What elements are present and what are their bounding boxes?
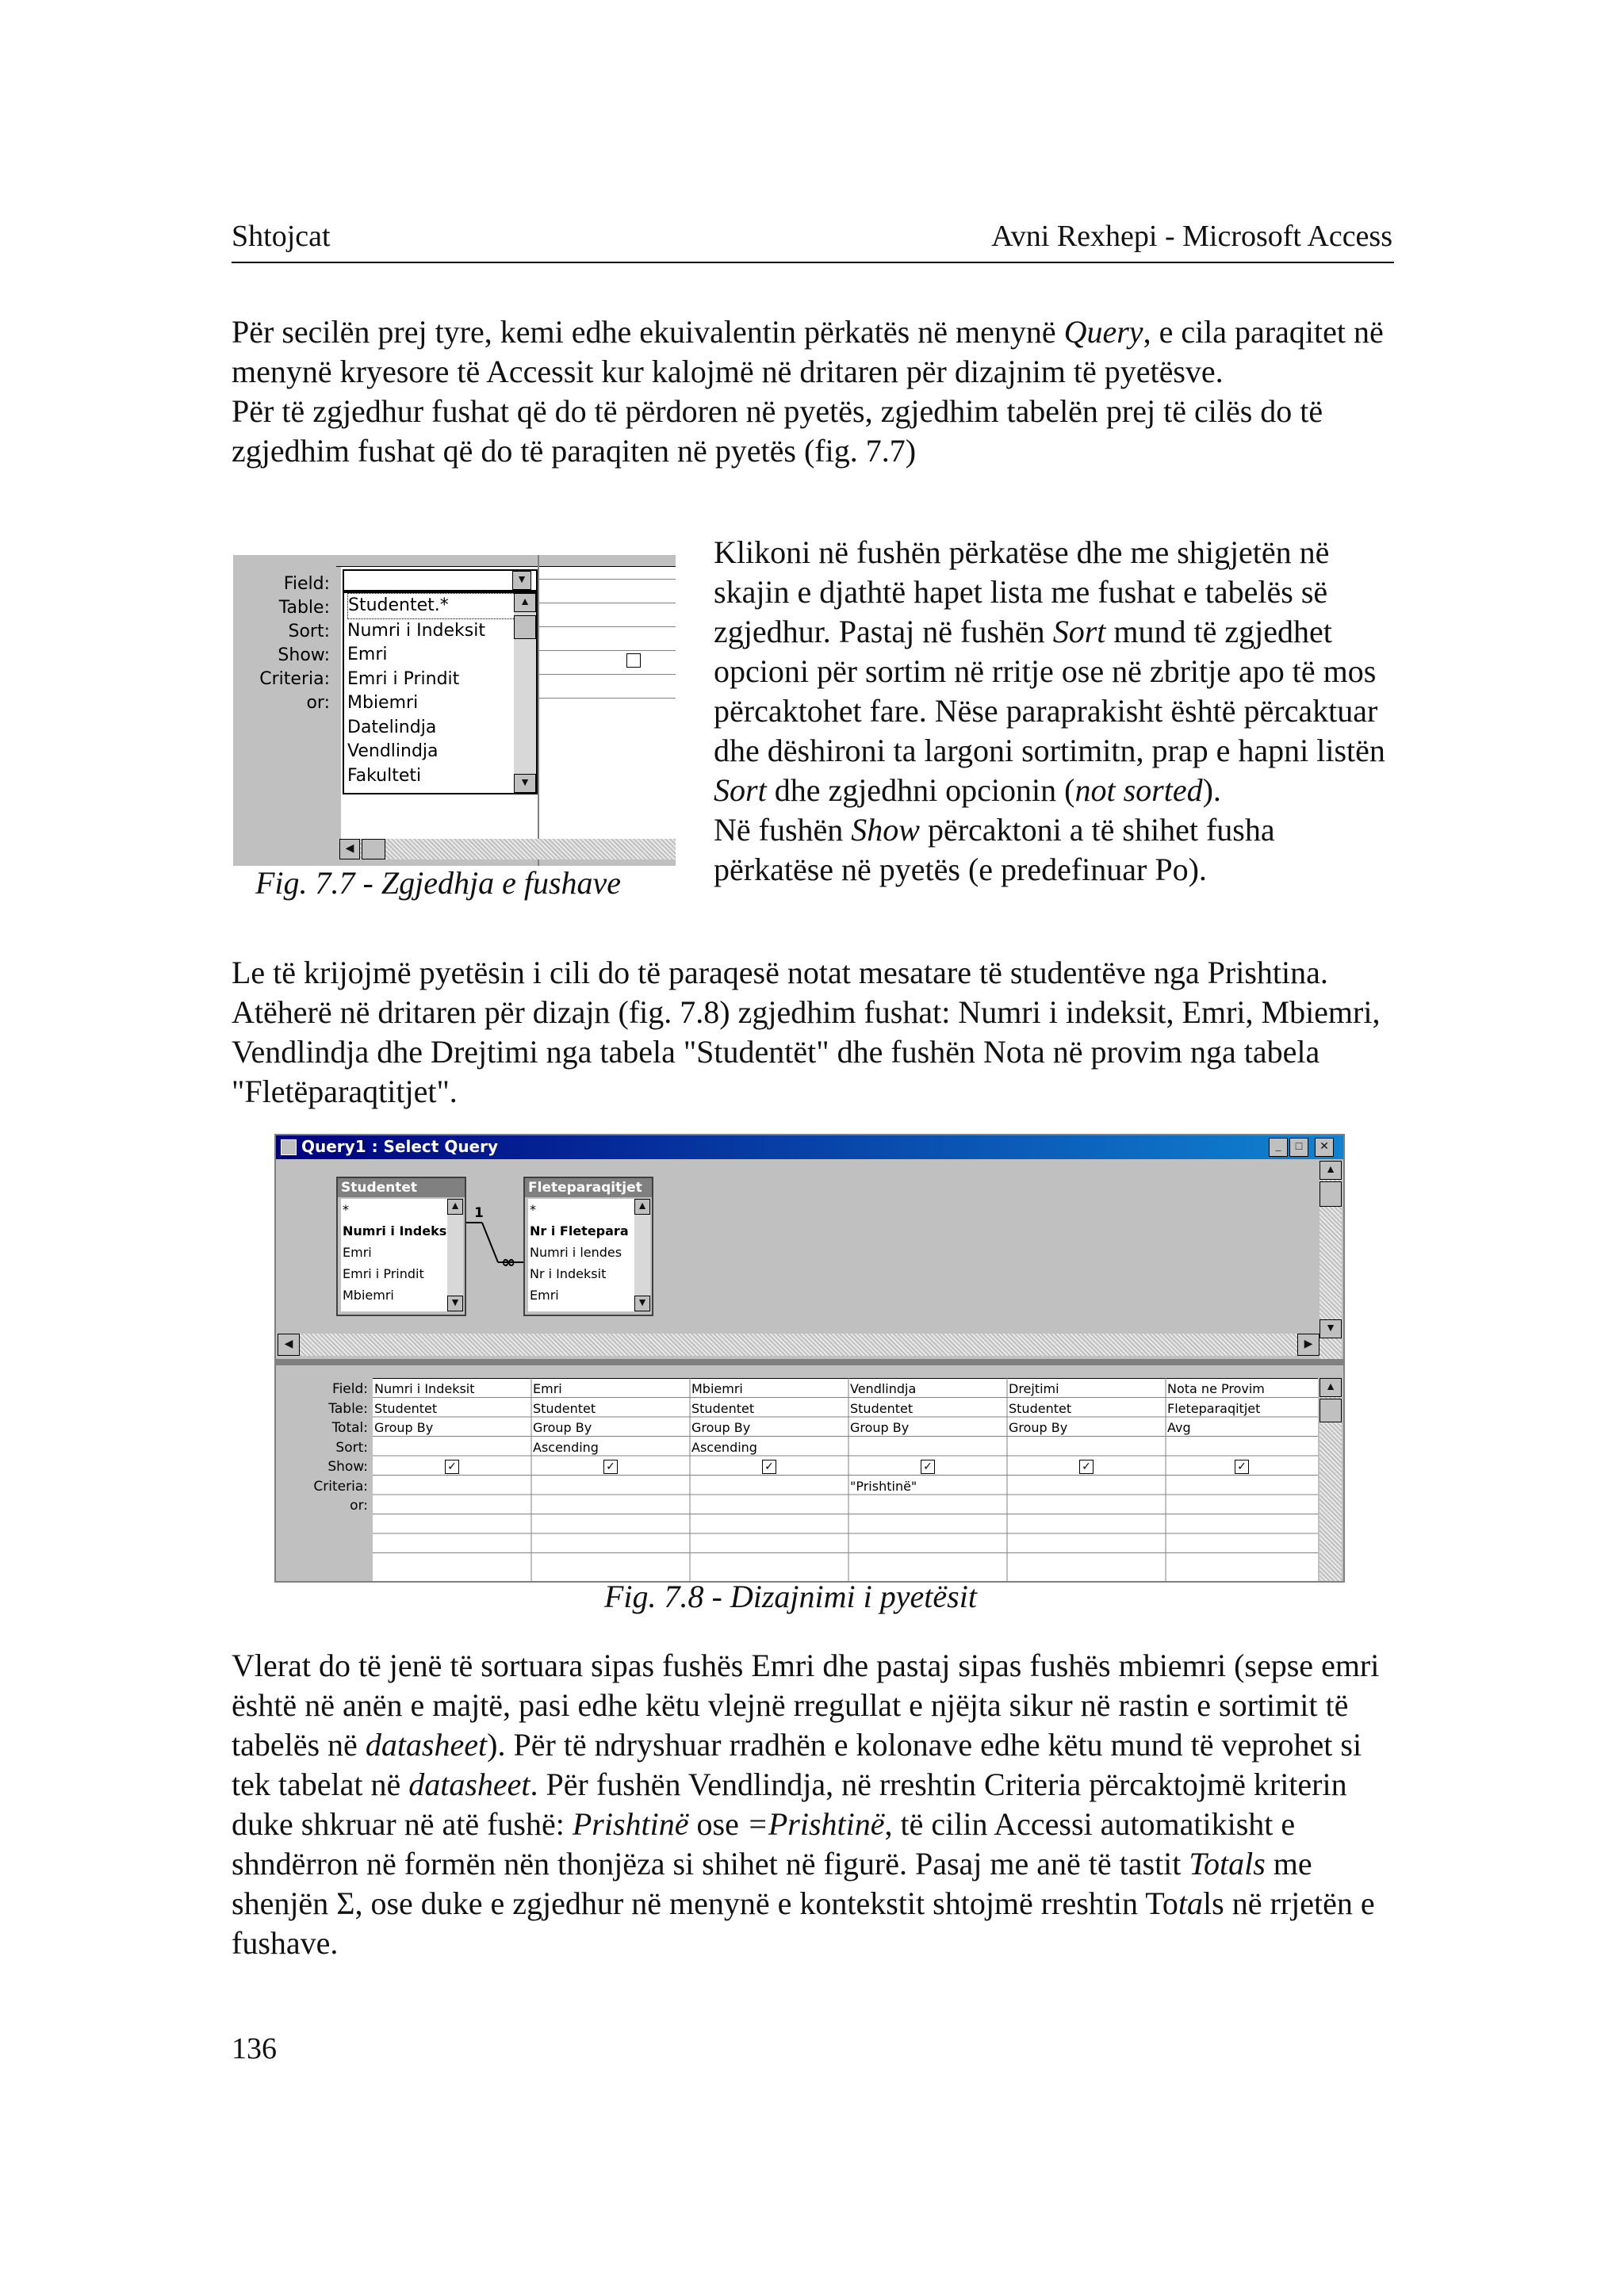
- fig77-dropdown-arrow-icon[interactable]: ▼: [512, 571, 531, 590]
- table-box-title[interactable]: Studentet: [338, 1178, 465, 1197]
- header-rule: [232, 262, 1394, 263]
- maximize-icon[interactable]: □: [1289, 1138, 1308, 1157]
- list-item[interactable]: Datelindja: [347, 717, 437, 737]
- pane-splitter[interactable]: [276, 1359, 1343, 1365]
- table-cell[interactable]: Studentet: [850, 1400, 914, 1416]
- field-cell[interactable]: Vendlindja: [850, 1381, 917, 1396]
- qbe-column-4[interactable]: [850, 1380, 1005, 1496]
- list-item[interactable]: Emri i Prindit: [347, 668, 460, 689]
- scroll-up-icon[interactable]: ▲: [1320, 1161, 1342, 1180]
- fig77-dropdown-list[interactable]: [343, 591, 538, 794]
- minimize-icon[interactable]: _: [1269, 1138, 1288, 1157]
- sort-cell[interactable]: [850, 1438, 1005, 1458]
- show-checkbox[interactable]: ✓: [762, 1460, 776, 1474]
- scroll-up-icon[interactable]: ▲: [447, 1199, 463, 1215]
- list-item[interactable]: *: [530, 1202, 536, 1217]
- fig77-horizontal-scrollbar[interactable]: [339, 839, 676, 859]
- total-cell[interactable]: Group By: [1009, 1420, 1068, 1435]
- qbe-column-3[interactable]: [691, 1380, 847, 1477]
- sorting-criteria-paragraph: Vlerat do të jenë të sortuara sipas fushës Emri dhe pastaj sipas fushës mbiemri (sepse emri është në anën e majtë, pasi edhe këtu vlejnë rregullat e njëjta sikur në rastin e sortimit të tabelës në datasheet). Për të ndryshuar rradhën e kolonave edhe këtu mund të veprohet si tek tabelat në datasheet. Për fushën Vendlindja, në rreshtin Criteria përcaktojmë kriterin duke shkruar në atë fushë: Prishtinë ose =Prishtinë, të cilin Accessi automatikisht e shndërron në formën nën thonjëza si shihet në figurë. Pasaj me anë të tastit Totals me shenjën Σ, ose duke e zgjedhur në menynë e kontekstit shtojmë rreshtin Totals në rrjetën e fushave.: [232, 1648, 1380, 1961]
- list-item[interactable]: Mbiemri: [347, 693, 419, 713]
- table-field-list: [341, 1199, 449, 1311]
- table-cell[interactable]: Studentet: [374, 1400, 438, 1416]
- qbe-column-6[interactable]: [1167, 1380, 1316, 1477]
- fig77-caption: Fig. 7.7 - Zgjedhja e fushave: [255, 865, 622, 901]
- scroll-right-icon[interactable]: ▶: [1297, 1334, 1320, 1356]
- scroll-thumb[interactable]: [1320, 1181, 1342, 1207]
- sort-cell[interactable]: [374, 1438, 530, 1458]
- table-box-title[interactable]: Fleteparaqitjet: [525, 1178, 652, 1197]
- close-icon[interactable]: ✕: [1315, 1138, 1334, 1157]
- figure-7-8-query-window: [274, 1134, 1345, 1583]
- join-many-label: ∞: [501, 1253, 516, 1273]
- table-pane-vscroll[interactable]: [1320, 1161, 1342, 1359]
- list-item[interactable]: Vendlindja: [347, 741, 439, 761]
- list-item[interactable]: Numri i lendes: [530, 1245, 622, 1260]
- list-item[interactable]: Nr i Indeksit: [530, 1266, 607, 1281]
- list-item[interactable]: Emri: [347, 645, 388, 664]
- total-cell[interactable]: Group By: [533, 1420, 592, 1435]
- list-item[interactable]: *: [343, 1202, 349, 1217]
- qbe-column-1[interactable]: [374, 1380, 530, 1477]
- query-example-paragraph: Le të krijojmë pyetësin i cili do të paraqesë notat mesatare të studentëve nga Prishtina. Atëherë në dritaren për dizajn (fig. 7.8) zgjedhim fushat: Numri i indeksit, Emri, Mbiemri, Vendlindja dhe Drejtimi nga tabela "Studentët" dhe fushën Nota në provim nga tabela "Fletëparaqtitjet".: [232, 955, 1381, 1109]
- select-fields-paragraph: Për të zgjedhur fushat që do të përdoren në pyetës, zgjedhim tabelën prej të cilës do të zgjedhim fushat që do të paraqiten në pyetës (fig. 7.7): [232, 393, 1323, 469]
- field-cell[interactable]: Nota ne Provim: [1167, 1381, 1265, 1396]
- query-window-titlebar: [276, 1135, 1343, 1159]
- scroll-thumb[interactable]: [1320, 1399, 1342, 1422]
- total-cell[interactable]: Avg: [1167, 1420, 1191, 1435]
- scroll-up-icon[interactable]: ▲: [514, 593, 536, 612]
- show-checkbox[interactable]: ✓: [1079, 1460, 1094, 1474]
- table-field-list: [528, 1199, 636, 1311]
- qbe-column-2[interactable]: [533, 1380, 688, 1477]
- field-cell[interactable]: Mbiemri: [691, 1381, 743, 1396]
- scroll-left-icon[interactable]: ◀: [278, 1334, 300, 1356]
- query-window-icon: [281, 1139, 297, 1155]
- table-cell[interactable]: Studentet: [1009, 1400, 1072, 1416]
- scroll-down-icon[interactable]: ▼: [514, 774, 536, 793]
- list-item[interactable]: Mbiemri: [343, 1288, 394, 1303]
- page-number: 136: [232, 2032, 277, 2065]
- scroll-down-icon[interactable]: ▼: [634, 1296, 650, 1311]
- table-cell[interactable]: Studentet: [533, 1400, 596, 1416]
- list-item[interactable]: Studentet.*: [347, 593, 536, 619]
- list-item[interactable]: Emri: [530, 1288, 559, 1303]
- show-checkbox[interactable]: ✓: [445, 1460, 459, 1474]
- list-item[interactable]: Numri i Indeksit: [347, 620, 485, 641]
- join-one-label: 1: [474, 1205, 484, 1221]
- show-checkbox[interactable]: ✓: [603, 1460, 618, 1474]
- scroll-down-icon[interactable]: ▼: [1320, 1319, 1342, 1338]
- fig77-show-checkbox[interactable]: [626, 653, 641, 668]
- sort-cell[interactable]: Ascending: [533, 1439, 599, 1455]
- fig77-list-scrollbar[interactable]: [514, 593, 536, 793]
- table-pane-hscroll[interactable]: [278, 1334, 1320, 1356]
- scroll-up-icon[interactable]: ▲: [1320, 1378, 1342, 1397]
- field-cell[interactable]: Emri: [533, 1381, 562, 1396]
- fig77-field-input[interactable]: [343, 569, 538, 591]
- qbe-column-5[interactable]: [1009, 1380, 1164, 1477]
- show-checkbox[interactable]: ✓: [1235, 1460, 1249, 1474]
- field-cell[interactable]: Drejtimi: [1009, 1381, 1059, 1396]
- intro-paragraph: Për secilën prej tyre, kemi edhe ekuivalentin përkatës në menynë Query, e cila paraqitet në menynë kryesore të Accessit kur kalojmë në dritaren për dizajnim të pyetësve. Për të zgjedhur fushat që do të përdoren në pyetës, zgjedhim tabelën prej të cilës do të zgjedhim fushat që do të paraqiten në pyetës (fig. 7.7): [232, 312, 1397, 471]
- qbe-row-labels: Field: Table: Total: Sort: Show: Criteria: or:: [313, 1381, 368, 1514]
- scroll-up-icon[interactable]: ▲: [634, 1199, 650, 1215]
- table-box-studentet[interactable]: [336, 1177, 466, 1316]
- total-cell[interactable]: Group By: [691, 1420, 751, 1435]
- running-header-left: Shtojcat: [232, 220, 331, 253]
- sort-cell[interactable]: [1009, 1438, 1164, 1458]
- field-cell[interactable]: Numri i Indeksit: [374, 1381, 475, 1396]
- list-item[interactable]: Nr i Fletepara: [530, 1223, 629, 1238]
- scroll-left-icon[interactable]: ◀: [339, 839, 360, 859]
- qbe-column-selectors[interactable]: [373, 1367, 1318, 1379]
- sort-cell[interactable]: [1167, 1438, 1316, 1458]
- fig77-row-labels: Field: Table: Sort: Show: Criteria: or:: [259, 574, 330, 713]
- scroll-down-icon[interactable]: ▼: [447, 1296, 463, 1311]
- running-header-right: Avni Rexhepi - Microsoft Access: [991, 220, 1392, 253]
- criteria-cell[interactable]: "Prishtinë": [850, 1478, 917, 1494]
- total-cell[interactable]: Group By: [850, 1420, 910, 1435]
- figure-7-7: [233, 555, 676, 866]
- fig78-caption: Fig. 7.8 - Dizajnimi i pyetësit: [604, 1579, 977, 1614]
- qbe-vscroll[interactable]: [1320, 1378, 1342, 1581]
- query-window-title: Query1 : Select Query: [301, 1137, 499, 1156]
- list-item[interactable]: Emri i Prindit: [343, 1266, 424, 1281]
- list-item[interactable]: Emri: [343, 1245, 372, 1260]
- scroll-thumb[interactable]: [514, 615, 536, 639]
- table-cell[interactable]: Fleteparaqitjet: [1167, 1400, 1261, 1416]
- table-box-fleteparaqitjet[interactable]: [523, 1177, 653, 1316]
- list-item[interactable]: Fakulteti: [347, 765, 422, 786]
- sort-show-explanation: Klikoni në fushën përkatëse dhe me shigjetën në skajin e djathtë hapet lista me fushat e tabelës së zgjedhur. Pastaj në fushën Sort mund të zgjedhet opcioni për sortim në rritje ose në zbritje apo të mos përcaktohet fare. Nëse paraprakisht është përcaktuar dhe dëshironi ta largoni sortimitn, prap e hapni listën Sort dhe zgjedhni opcionin (not sorted). Në fushën Show përcaktoni a të shihet fusha përkatëse në pyetës (e predefinuar Po).: [714, 534, 1385, 887]
- scroll-thumb[interactable]: [362, 839, 385, 859]
- total-cell[interactable]: Group By: [374, 1420, 434, 1435]
- table-cell[interactable]: Studentet: [691, 1400, 755, 1416]
- list-item[interactable]: Numri i Indeks: [343, 1223, 447, 1238]
- sort-cell[interactable]: Ascending: [691, 1439, 757, 1455]
- show-checkbox[interactable]: ✓: [921, 1460, 935, 1474]
